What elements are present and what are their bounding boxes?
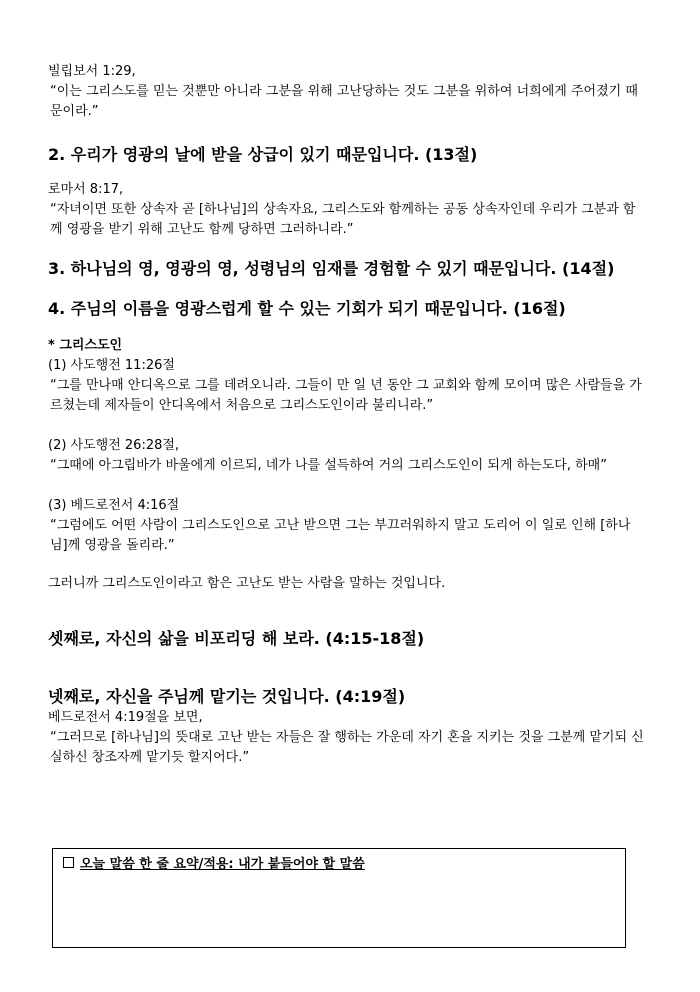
section-heading-4: 4. 주님의 이름을 영광스럽게 할 수 있는 기회가 되기 때문입니다. (16절)	[48, 299, 566, 318]
section-heading-2: 2. 우리가 영광의 날에 받을 상급이 있기 때문입니다. (13절)	[48, 145, 478, 164]
conclusion-text: 그러니까 그리스도인이라고 함은 고난도 받는 사람을 말하는 것입니다.	[48, 576, 446, 591]
scripture-ref: 베드로전서 4:19절을 보면,	[48, 710, 203, 725]
scripture-ref: 빌립보서 1:29,	[48, 64, 136, 79]
christian-title: * 그리스도인	[48, 338, 123, 353]
summary-header	[63, 853, 365, 872]
scripture-quote: “그럼에도 어떤 사람이 그리스도인으로 고난 받으면 그는 부끄러워하지 말고 도리어 이 일로 인해 [하나님]께 영광을 돌리라.”	[50, 518, 631, 553]
scripture-quote: “그를 만나매 안디옥으로 그를 데려오니라. 그들이 만 일 년 동안 그 교회와 함께 모이며 많은 사람들을 가르쳤는데 제자들이 안디옥에서 처음으로 그리스도인이라 불리니라.”	[50, 378, 642, 413]
scripture-ref: (2) 사도행전 26:28절,	[48, 438, 180, 453]
scripture-quote: “이는 그리스도를 믿는 것뿐만 아니라 그분을 위해 고난당하는 것도 그분을 위하여 너희에게 주어졌기 때문이라.”	[50, 84, 638, 119]
summary-label: 오늘 말씀 한 줄 요약/적용: 내가 붙들어야 할 말씀	[80, 857, 365, 872]
scripture-ref: (3) 베드로전서 4:16절	[48, 498, 180, 513]
checkbox-icon[interactable]	[63, 857, 74, 868]
summary-box[interactable]	[52, 848, 626, 948]
section-heading-fourth: 넷째로, 자신을 주님께 맡기는 것입니다. (4:19절)	[48, 687, 406, 706]
section-heading-3: 3. 하나님의 영, 영광의 영, 성령님의 임재를 경험할 수 있기 때문입니다. (14절)	[48, 259, 615, 278]
scripture-quote: “그때에 아그립바가 바울에게 이르되, 네가 나를 설득하여 거의 그리스도인이 되게 하는도다, 하매”	[50, 458, 607, 473]
scripture-quote: “자녀이면 또한 상속자 곧 [하나님]의 상속자요, 그리스도와 함께하는 공동 상속자인데 우리가 그분과 함께 영광을 받기 위해 고난도 함께 당하면 그러하니라.”	[50, 202, 636, 237]
scripture-quote: “그러므로 [하나님]의 뜻대로 고난 받는 자들은 잘 행하는 가운데 자기 혼을 지키는 것을 그분께 맡기되 신실하신 창조자께 맡기듯 할지어다.”	[50, 730, 644, 765]
scripture-ref: 로마서 8:17,	[48, 182, 124, 197]
section-heading-third: 셋째로, 자신의 삶을 비포리딩 해 보라. (4:15-18절)	[48, 629, 425, 648]
document-body	[48, 62, 648, 768]
scripture-ref: (1) 사도행전 11:26절	[48, 358, 175, 373]
